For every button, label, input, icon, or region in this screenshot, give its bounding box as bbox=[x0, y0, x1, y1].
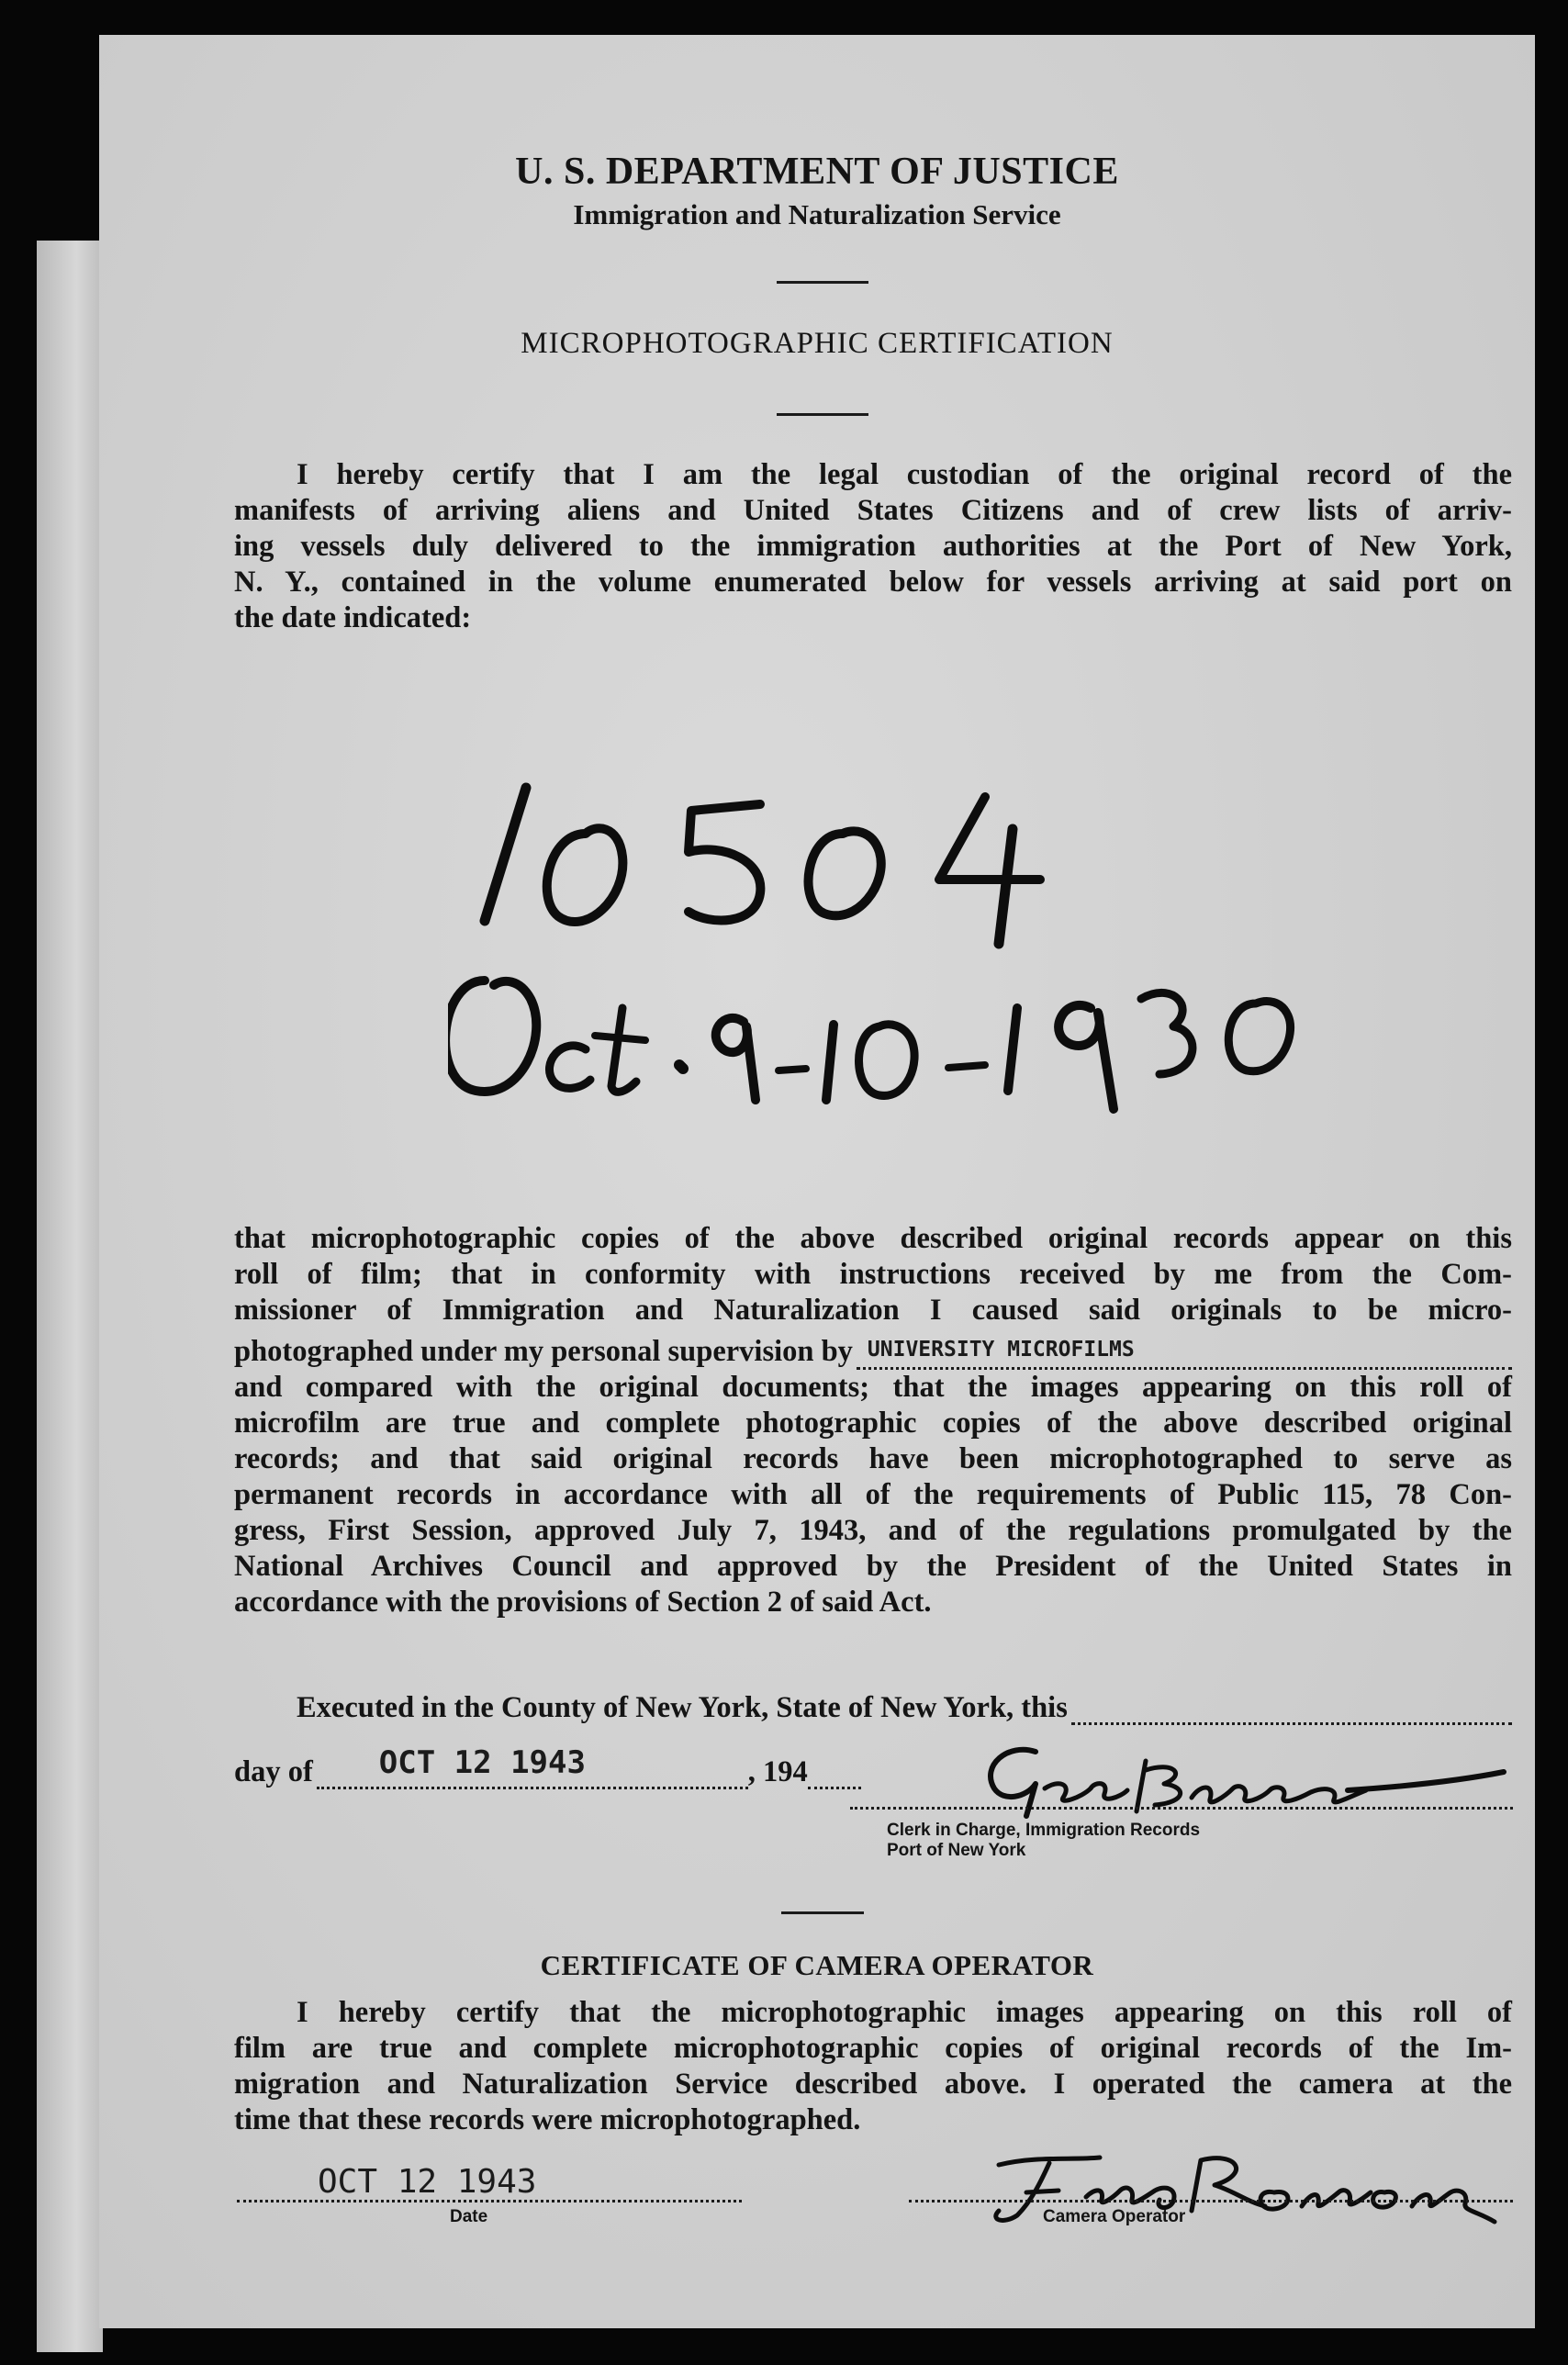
execution-date-stamp: OCT 12 1943 bbox=[378, 1744, 586, 1781]
execution-fill-line bbox=[1071, 1700, 1512, 1725]
supervision-line bbox=[234, 1334, 1512, 1370]
clerk-title-line: Port of New York bbox=[887, 1841, 1026, 1860]
camera-date-stamp: OCT 12 1943 bbox=[318, 2163, 537, 2201]
clerk-title-line: Clerk in Charge, Immigration Records bbox=[887, 1821, 1201, 1840]
camera-operator-signature bbox=[889, 2137, 1550, 2229]
divider bbox=[777, 281, 868, 284]
body-line: National Archives Council and approved by the President of the United States in bbox=[234, 1550, 1512, 1583]
execution-text: Executed in the County of New York, State of New York, this bbox=[297, 1691, 1068, 1724]
microfilm-company-stamp: UNIVERSITY MICROFILMS bbox=[867, 1338, 1135, 1362]
divider bbox=[777, 413, 868, 416]
body-line: gress, First Session, approved July 7, 1943, and of the regulations promulgated by the bbox=[234, 1514, 1512, 1547]
day-of-label: day of bbox=[234, 1755, 313, 1788]
handwritten-volume-and-dates bbox=[448, 733, 1366, 1118]
film-edge-strip bbox=[37, 241, 103, 2352]
day-of-line bbox=[234, 1744, 861, 1789]
camera-operator-signature-line bbox=[909, 2200, 1513, 2202]
service-subtitle: Immigration and Naturalization Service bbox=[573, 198, 1061, 230]
supervision-prefix: photographed under my personal supervision by bbox=[234, 1335, 853, 1368]
certification-heading: MICROPHOTOGRAPHIC CERTIFICATION bbox=[521, 327, 1114, 360]
execution-line bbox=[297, 1691, 1512, 1725]
body-line: permanent records in accordance with all of the requirements of Public 115, 78 Con- bbox=[234, 1478, 1512, 1511]
intro-line: the date indicated: bbox=[234, 601, 472, 634]
certification-sheet bbox=[99, 35, 1535, 2328]
intro-line: manifests of arriving aliens and United States Citizens and of crew lists of arriv- bbox=[234, 494, 1512, 527]
camera-operator-signature-drawing bbox=[889, 2137, 1550, 2229]
clerk-signature-drawing bbox=[907, 1733, 1531, 1825]
year-prefix: , 194 bbox=[747, 1755, 808, 1788]
body-line: and compared with the original documents; that the images appearing on this roll of bbox=[234, 1371, 1512, 1404]
intro-paragraph bbox=[234, 457, 1512, 636]
year-fill-line bbox=[808, 1765, 861, 1789]
body-line: microfilm are true and complete photographic copies of the above described original bbox=[234, 1407, 1512, 1440]
date-label: Date bbox=[450, 2207, 488, 2226]
camera-certificate-heading: CERTIFICATE OF CAMERA OPERATOR bbox=[540, 1949, 1094, 1981]
intro-line: ing vessels duly delivered to the immigration authorities at the Port of New York, bbox=[234, 530, 1512, 563]
divider bbox=[781, 1911, 864, 1914]
camera-line: film are true and complete microphotographic copies of original records of the Im- bbox=[234, 2032, 1512, 2065]
clerk-signature bbox=[907, 1733, 1531, 1825]
body-line: accordance with the provisions of Section 2 of said Act. bbox=[234, 1586, 932, 1619]
body-line: roll of film; that in conformity with instructions received by me from the Com- bbox=[234, 1258, 1512, 1291]
clerk-signature-line bbox=[850, 1807, 1513, 1810]
clerk-title bbox=[887, 1821, 1200, 1861]
camera-operator-label: Camera Operator bbox=[1043, 2207, 1186, 2226]
camera-certificate-paragraph bbox=[234, 1995, 1512, 2138]
body-line: missioner of Immigration and Naturalization I caused said originals to be micro- bbox=[234, 1294, 1512, 1327]
intro-line: N. Y., contained in the volume enumerated below for vessels arriving at said port on bbox=[234, 566, 1512, 599]
department-title: U. S. DEPARTMENT OF JUSTICE bbox=[515, 151, 1119, 193]
supervision-fill-line bbox=[857, 1338, 1512, 1370]
handwriting-drawing bbox=[448, 733, 1366, 1118]
day-of-fill-line bbox=[317, 1744, 748, 1789]
body-line: records; and that said original records have been microphotographed to serve as bbox=[234, 1442, 1512, 1475]
camera-line: time that these records were microphotographed. bbox=[234, 2103, 861, 2136]
body-paragraph bbox=[234, 1221, 1512, 1620]
intro-line: I hereby certify that I am the legal custodian of the original record of the bbox=[297, 458, 1512, 491]
camera-line: migration and Naturalization Service described above. I operated the camera at the bbox=[234, 2068, 1512, 2101]
body-line: that microphotographic copies of the above described original records appear on this bbox=[234, 1222, 1512, 1255]
camera-line: I hereby certify that the microphotographic images appearing on this roll of bbox=[297, 1996, 1512, 2029]
